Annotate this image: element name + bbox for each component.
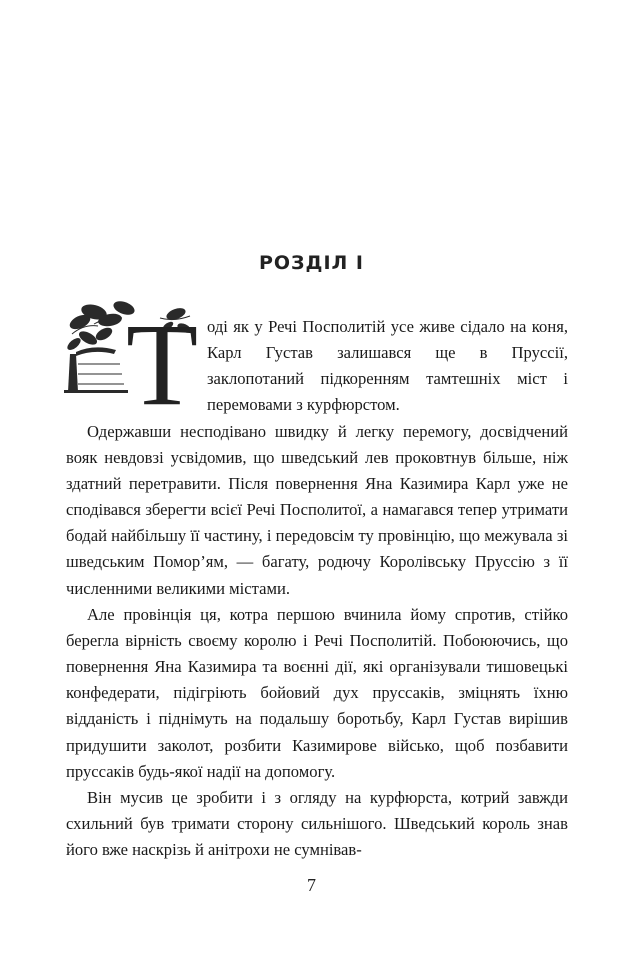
dropcap [64, 299, 203, 430]
paragraph-1 [66, 299, 568, 430]
paragraph-4: Він мусив це зробити і з огляду на курфюрста, котрий завжди схильний був тримати сторону сильнішого. Шведський король знав його вже наскрізь й анітрохи не сумнівав- [66, 787, 568, 860]
page-number: 7 [307, 875, 316, 895]
dropcap-letter: Т [126, 299, 199, 430]
paragraph-2: Одержавши несподівано швидку й легку перемогу, досвідчений вояк невдовзі усвідомив, що шведський лев проковтнув більше, ніж здатний перетравити. Після повернення Яна Казимира Карл уже не сподівався зберегти всієї Речі Посполитої, а намагався тепер утримати бодай найбільшу її частину, і передовсім ту провінцію, що межувала зі шведським Помор’ям, — багату, родючу Королівську Пруссію з її численними великими містами. [66, 421, 568, 598]
paragraph-3: Але провінція ця, котра першою вчинила йому спротив, стійко берегла вірність своєму королю і Речі Посполитій. Побоюючись, що повернення Яна Казимира та воєнні дії, які організували тишовецькі конфедерати, підігріють бойовий дух пруссаків, зміцнять їхню відданість і піднімуть на подальшу боротьбу, Карл Густав вирішив придушити заколот, розбити Казимирове військо, щоб позбавити пруссаків будь-якої надії на допомогу. [66, 604, 568, 781]
body-text [66, 299, 568, 863]
paragraph-1-text: оді як у Речі Посполитій усе живе сідало на коня, Карл Густав залишався ще в Пруссії, заклопотаний підкоренням тамтешніх міст і перемовами з курфюрстом. [207, 317, 568, 415]
chapter-title: РОЗДІЛ І [258, 252, 365, 274]
